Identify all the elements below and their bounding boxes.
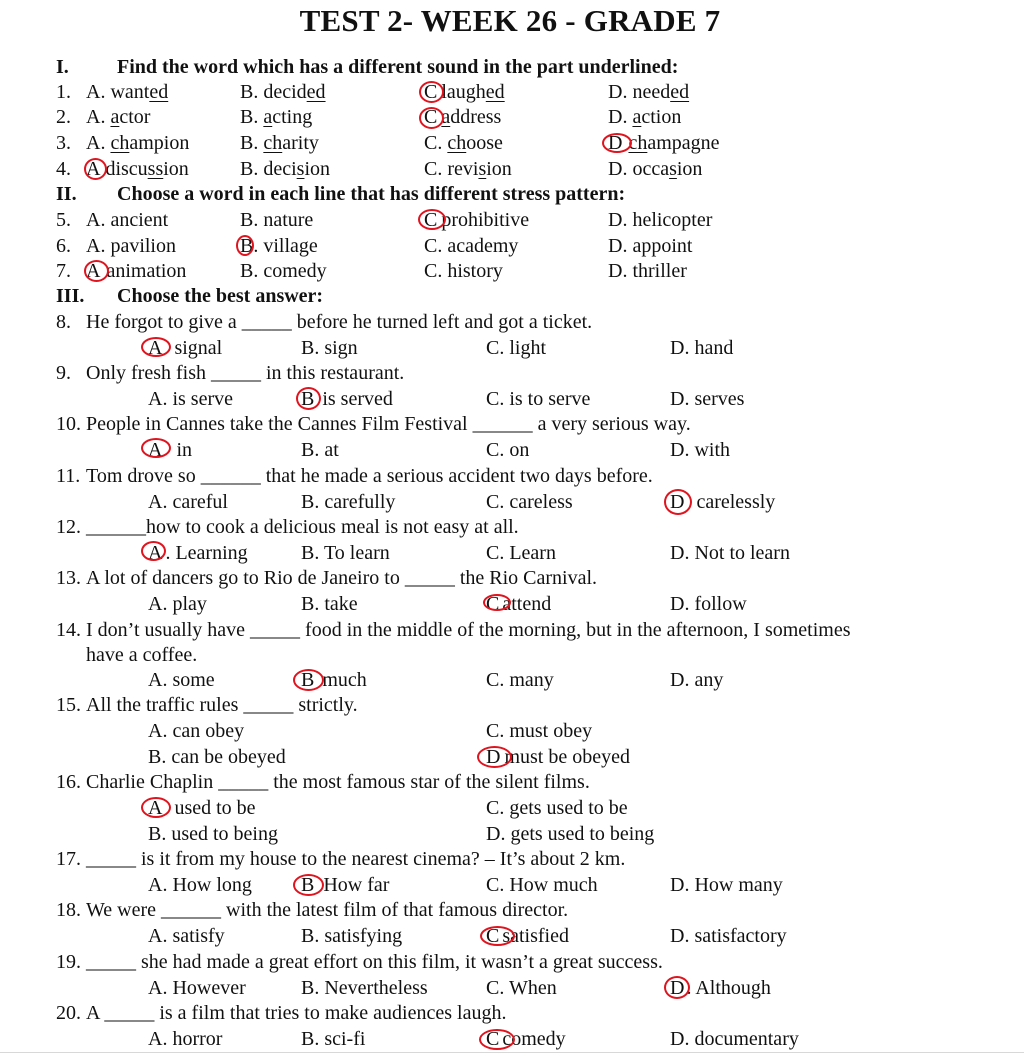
question-8-options bbox=[0, 336, 1024, 361]
option-d: D. thriller bbox=[608, 260, 687, 282]
option-b: B. decided bbox=[240, 81, 326, 103]
question-4 bbox=[0, 157, 1024, 182]
question-17-options bbox=[0, 873, 1024, 898]
question-number: 3. bbox=[56, 132, 71, 154]
question-number: 17. bbox=[56, 848, 81, 870]
option-b: B. acting bbox=[240, 106, 313, 128]
question-text: We were ______ with the latest film of that famous director. bbox=[86, 899, 569, 921]
option-c: C. history bbox=[424, 260, 503, 282]
option-c-selected: C attend bbox=[486, 593, 552, 615]
question-text: ______how to cook a delicious meal is not easy at all. bbox=[86, 516, 519, 538]
option-b: B. can be obeyed bbox=[148, 746, 286, 768]
option-d: D. Not to learn bbox=[670, 542, 790, 564]
option-d: D. follow bbox=[670, 593, 747, 615]
option-c: C. choose bbox=[424, 132, 503, 154]
page-bottom-edge bbox=[0, 1052, 1024, 1053]
option-c-selected: C address bbox=[424, 106, 502, 128]
question-10-options bbox=[0, 438, 1024, 463]
question-text: A _____ is a film that tries to make audiences laugh. bbox=[86, 1002, 507, 1024]
question-number: 10. bbox=[56, 413, 81, 435]
option-d: D. documentary bbox=[670, 1028, 799, 1050]
question-11 bbox=[0, 464, 1024, 489]
option-d: D. serves bbox=[670, 388, 745, 410]
question-9 bbox=[0, 361, 1024, 386]
question-number: 12. bbox=[56, 516, 81, 538]
option-b-selected: B much bbox=[301, 669, 367, 691]
question-number: 15. bbox=[56, 694, 81, 716]
question-15 bbox=[0, 693, 1024, 718]
option-d: D. How many bbox=[670, 874, 783, 896]
question-number: 9. bbox=[56, 362, 71, 384]
option-c: C. When bbox=[486, 977, 557, 999]
question-number: 2. bbox=[56, 106, 71, 128]
question-text: _____ is it from my house to the nearest cinema? – It’s about 2 km. bbox=[86, 848, 626, 870]
question-text: He forgot to give a _____ before he turned left and got a ticket. bbox=[86, 311, 593, 333]
section-2-heading bbox=[0, 182, 1024, 207]
section-number: II. bbox=[56, 183, 77, 205]
question-12-options bbox=[0, 541, 1024, 566]
option-c: C. is to serve bbox=[486, 388, 591, 410]
option-a-selected: A . Learning bbox=[148, 542, 248, 564]
option-d: D. needed bbox=[608, 81, 690, 103]
option-b: B. carefully bbox=[301, 491, 396, 513]
option-a: A. ancient bbox=[86, 209, 169, 231]
option-b: B. satisfying bbox=[301, 925, 403, 947]
option-a: A. actor bbox=[86, 106, 151, 128]
question-16-options-row-2 bbox=[0, 822, 1024, 847]
question-text: A lot of dancers go to Rio de Janeiro to _____ the Rio Carnival. bbox=[86, 567, 598, 589]
question-number: 8. bbox=[56, 311, 71, 333]
question-text: All the traffic rules _____ strictly. bbox=[86, 694, 358, 716]
option-b: B. nature bbox=[240, 209, 314, 231]
option-d: D. with bbox=[670, 439, 730, 461]
question-20 bbox=[0, 1001, 1024, 1026]
question-17 bbox=[0, 847, 1024, 872]
option-b: B. sign bbox=[301, 337, 358, 359]
question-text: _____ she had made a great effort on this film, it wasn’t a great success. bbox=[86, 951, 663, 973]
option-d: D. gets used to being bbox=[486, 823, 655, 845]
section-1-heading bbox=[0, 55, 1024, 80]
option-b: B. Nevertheless bbox=[301, 977, 428, 999]
question-number: 7. bbox=[56, 260, 71, 282]
option-b: B. To learn bbox=[301, 542, 390, 564]
option-c-selected: C satisfied bbox=[486, 925, 569, 947]
question-text: Tom drove so ______ that he made a serious accident two days before. bbox=[86, 465, 653, 487]
option-c: C. careless bbox=[486, 491, 573, 513]
question-11-options bbox=[0, 490, 1024, 515]
option-c: C. light bbox=[486, 337, 547, 359]
question-2 bbox=[0, 105, 1024, 130]
question-number: 18. bbox=[56, 899, 81, 921]
question-16-options-row-1 bbox=[0, 796, 1024, 821]
option-a-selected: A signal bbox=[148, 337, 223, 359]
option-d: D. hand bbox=[670, 337, 734, 359]
section-3-heading bbox=[0, 284, 1024, 309]
option-b: B. take bbox=[301, 593, 358, 615]
question-text: I don’t usually have _____ food in the middle of the morning, but in the afternoon, I sometimes bbox=[86, 619, 851, 641]
option-d: D. appoint bbox=[608, 235, 693, 257]
option-c: C. revision bbox=[424, 158, 512, 180]
question-number: 16. bbox=[56, 771, 81, 793]
question-8 bbox=[0, 310, 1024, 335]
option-b: B. used to being bbox=[148, 823, 278, 845]
option-a: A. satisfy bbox=[148, 925, 225, 947]
question-13 bbox=[0, 566, 1024, 591]
option-c-selected: C prohibitive bbox=[424, 209, 530, 231]
question-9-options bbox=[0, 387, 1024, 412]
option-c-selected: C laughed bbox=[424, 81, 505, 103]
option-c: C. Learn bbox=[486, 542, 556, 564]
question-text: Only fresh fish _____ in this restaurant. bbox=[86, 362, 405, 384]
option-a: A. careful bbox=[148, 491, 228, 513]
option-d-selected: D carelessly bbox=[670, 491, 776, 513]
question-number: 19. bbox=[56, 951, 81, 973]
option-a: A. pavilion bbox=[86, 235, 176, 257]
option-b-selected: B. village bbox=[240, 235, 318, 257]
option-a: A. some bbox=[148, 669, 215, 691]
question-text: Charlie Chaplin _____ the most famous star of the silent films. bbox=[86, 771, 590, 793]
question-20-options bbox=[0, 1027, 1024, 1052]
option-a: A. horror bbox=[148, 1028, 223, 1050]
section-title: Find the word which has a different sound in the part underlined: bbox=[117, 56, 679, 78]
option-b: B. decision bbox=[240, 158, 331, 180]
option-b: B. sci-fi bbox=[301, 1028, 366, 1050]
option-d: D. helicopter bbox=[608, 209, 713, 231]
question-number: 14. bbox=[56, 619, 81, 641]
question-3 bbox=[0, 131, 1024, 156]
option-a-selected: A animation bbox=[86, 260, 187, 282]
section-title: Choose the best answer: bbox=[117, 285, 324, 307]
question-7 bbox=[0, 259, 1024, 284]
question-text-line-2: have a coffee. bbox=[86, 644, 198, 666]
option-d: D. action bbox=[608, 106, 682, 128]
question-number: 1. bbox=[56, 81, 71, 103]
option-a-selected: A used to be bbox=[148, 797, 256, 819]
question-18-options bbox=[0, 924, 1024, 949]
option-a: A. champion bbox=[86, 132, 190, 154]
option-b: B. charity bbox=[240, 132, 319, 154]
option-a: A. However bbox=[148, 977, 246, 999]
question-text: People in Cannes take the Cannes Film Festival ______ a very serious way. bbox=[86, 413, 691, 435]
option-d: D. occasion bbox=[608, 158, 703, 180]
question-5 bbox=[0, 208, 1024, 233]
option-c: C. academy bbox=[424, 235, 519, 257]
option-a-selected: A in bbox=[148, 439, 193, 461]
option-a-selected: A discussion bbox=[86, 158, 189, 180]
section-number: I. bbox=[56, 56, 69, 78]
question-13-options bbox=[0, 592, 1024, 617]
option-d-selected: D champagne bbox=[608, 132, 720, 154]
question-14-options bbox=[0, 668, 1024, 693]
option-b: B. comedy bbox=[240, 260, 327, 282]
option-d: D. satisfactory bbox=[670, 925, 787, 947]
option-a: A. play bbox=[148, 593, 207, 615]
option-c: C. many bbox=[486, 669, 554, 691]
question-number: 13. bbox=[56, 567, 81, 589]
option-a: A. wanted bbox=[86, 81, 169, 103]
option-c-selected: C comedy bbox=[486, 1028, 566, 1050]
question-15-options-row-2 bbox=[0, 745, 1024, 770]
question-16 bbox=[0, 770, 1024, 795]
question-14 bbox=[0, 618, 1024, 643]
section-title: Choose a word in each line that has different stress pattern: bbox=[117, 183, 626, 205]
question-number: 5. bbox=[56, 209, 71, 231]
question-number: 20. bbox=[56, 1002, 81, 1024]
question-19-options bbox=[0, 976, 1024, 1001]
question-1 bbox=[0, 80, 1024, 105]
question-number: 4. bbox=[56, 158, 71, 180]
question-14-continued bbox=[0, 643, 1024, 668]
option-d-selected: D must be obeyed bbox=[486, 746, 630, 768]
page-title: TEST 2- WEEK 26 - GRADE 7 bbox=[299, 3, 721, 38]
question-10 bbox=[0, 412, 1024, 437]
option-a: A. is serve bbox=[148, 388, 233, 410]
option-d-selected: D . Although bbox=[670, 977, 771, 999]
question-15-options-row-1 bbox=[0, 719, 1024, 744]
option-b-selected: B How far bbox=[301, 874, 390, 896]
option-a: A. How long bbox=[148, 874, 252, 896]
section-number: III. bbox=[56, 285, 85, 307]
option-b: B. at bbox=[301, 439, 339, 461]
option-c: C. gets used to be bbox=[486, 797, 628, 819]
question-19 bbox=[0, 950, 1024, 975]
option-a: A. can obey bbox=[148, 720, 245, 742]
question-6 bbox=[0, 234, 1024, 259]
question-number: 6. bbox=[56, 235, 71, 257]
option-c: C. How much bbox=[486, 874, 598, 896]
option-d: D. any bbox=[670, 669, 724, 691]
option-c: C. on bbox=[486, 439, 530, 461]
option-c: C. must obey bbox=[486, 720, 593, 742]
question-number: 11. bbox=[56, 465, 81, 487]
question-18 bbox=[0, 898, 1024, 923]
question-12 bbox=[0, 515, 1024, 540]
option-b-selected: B is served bbox=[301, 388, 393, 410]
